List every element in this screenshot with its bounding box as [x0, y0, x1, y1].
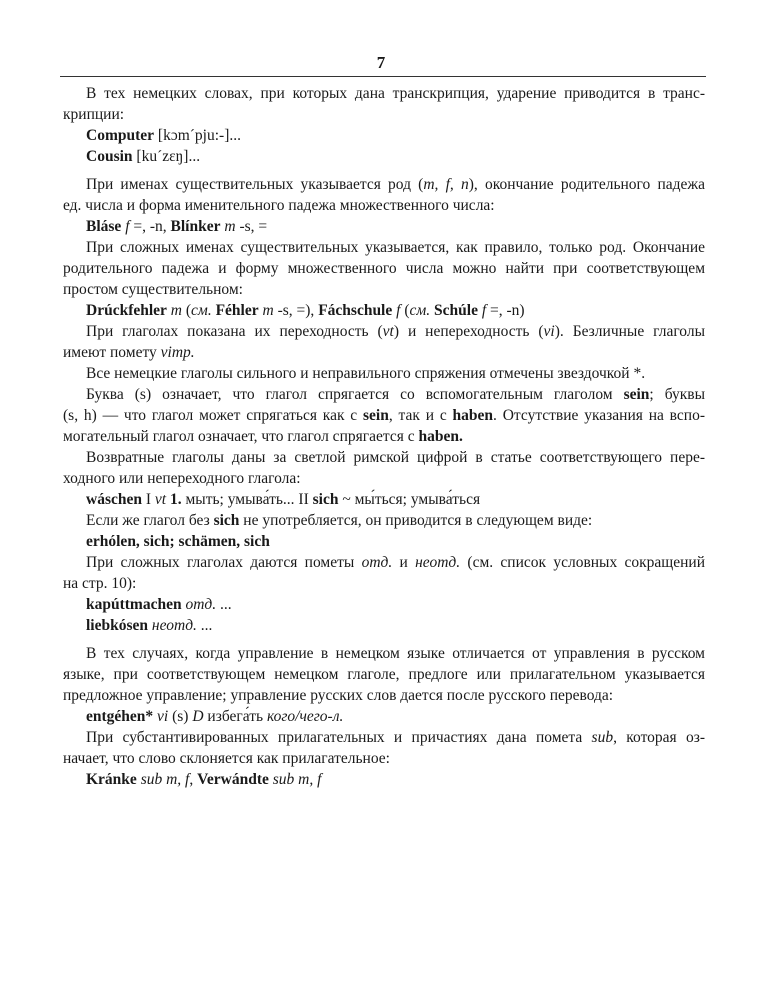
example-entry: [63, 300, 705, 321]
paragraph: [63, 552, 705, 594]
text-line: [63, 195, 705, 216]
page-body: [63, 83, 705, 790]
headword: sich: [213, 512, 240, 529]
text-segment: (s, h) — что глагол может спрягаться как с: [63, 407, 364, 424]
text-segment: При глаголах показана их переходность (: [86, 323, 383, 340]
text-segment: не употребляется, он приводится в следующем виде:: [239, 512, 593, 529]
text-segment: ~ мы́ться; умыва́ться: [338, 491, 481, 508]
example-entry: [63, 216, 705, 237]
label-italic: f: [125, 218, 130, 235]
label-italic: m: [224, 218, 236, 235]
headword: Féhler: [215, 302, 259, 319]
text-segment: (см. список условных сокращений: [460, 554, 705, 571]
text-segment: -s, =: [235, 218, 268, 235]
headword: entgéhen*: [86, 708, 154, 725]
text-line: [63, 594, 705, 615]
label-italic: m: [262, 302, 274, 319]
text-segment: имеют помету: [63, 344, 161, 361]
text-segment: Возвратные глаголы даны за светлой римской цифрой в статье соответствующего пере-: [86, 449, 705, 466]
text-line: [63, 258, 705, 279]
text-segment: (s): [168, 708, 193, 725]
label-italic: vi: [157, 708, 169, 725]
text-line: [63, 342, 705, 363]
text-line: [63, 237, 705, 258]
text-line: [63, 748, 705, 769]
headword: Blínker: [170, 218, 221, 235]
paragraph: [63, 643, 705, 706]
text-line: [63, 769, 705, 790]
text-segment: ходного или непереходного глагола:: [63, 470, 301, 487]
text-line: [63, 321, 705, 342]
example-entry: [63, 531, 705, 552]
text-segment: Все немецкие глаголы сильного и неправильного спряжения отмечены звездочкой *.: [86, 365, 646, 382]
text-segment: Буква (s) означает, что глагол спрягается со вспомогательным глаголом: [86, 386, 624, 403]
text-segment: =, -n): [486, 302, 525, 319]
label-italic: vt: [382, 323, 394, 340]
text-segment: ), окончание родительного падежа: [468, 176, 705, 193]
label-italic: sub m, f: [140, 771, 190, 788]
text-line: [63, 447, 705, 468]
text-segment: ,: [189, 771, 198, 788]
text-segment: начает, что слово склоняется как прилагательное:: [63, 750, 390, 767]
example-entry: [63, 706, 705, 727]
text-line: [63, 300, 705, 321]
text-segment: ; буквы: [649, 386, 706, 403]
text-segment: [kɔm´pju:-]...: [154, 127, 241, 144]
headword: sein: [363, 407, 389, 424]
text-segment: При субстантивированных прилагательных и причастиях дана помета: [86, 729, 592, 746]
text-line: [63, 615, 705, 636]
headword: Drúckfehler: [86, 302, 167, 319]
headword: wáschen: [86, 491, 142, 508]
headword: Cousin: [86, 148, 133, 165]
text-line: [63, 468, 705, 489]
text-line: [63, 426, 705, 447]
text-segment: I: [141, 491, 155, 508]
text-line: [63, 664, 705, 685]
label-italic: см.: [191, 302, 212, 319]
paragraph: [63, 83, 705, 125]
label-italic: отд.: [361, 554, 393, 571]
text-line: [63, 489, 705, 510]
label-italic: неотд.: [151, 617, 197, 634]
text-segment: и: [392, 554, 416, 571]
text-line: [63, 510, 705, 531]
label-italic: f: [481, 302, 487, 319]
headword: haben: [452, 407, 494, 424]
label-italic: кого/чего-л.: [266, 708, 344, 725]
label-italic: неотд.: [415, 554, 461, 571]
headword: Schúle: [434, 302, 478, 319]
label-italic: vt: [154, 491, 167, 508]
text-segment: ). Безличные глаголы: [554, 323, 705, 340]
label-italic: sub m, f: [272, 771, 322, 788]
headword: haben.: [418, 428, 463, 445]
paragraph: [63, 447, 705, 489]
text-segment: мыть; умыва́ть... II: [181, 491, 313, 508]
label-italic: отд.: [185, 596, 217, 613]
paragraph: [63, 727, 705, 769]
text-line: [63, 174, 705, 195]
paragraph: [63, 363, 705, 384]
text-line: [63, 573, 705, 594]
text-segment: (: [400, 302, 410, 319]
text-segment: При именах существительных указывается род (: [86, 176, 424, 193]
headword: Bláse: [86, 218, 122, 235]
text-line: [63, 643, 705, 664]
example-entry: [63, 125, 705, 167]
text-line: [63, 706, 705, 727]
text-segment: (: [182, 302, 192, 319]
text-line: [63, 531, 705, 552]
text-segment: крипции:: [63, 106, 125, 123]
label-italic: m: [170, 302, 182, 319]
text-line: [63, 552, 705, 573]
label-italic: m, f, n: [423, 176, 469, 193]
text-line: [63, 363, 705, 384]
headword: sich: [312, 491, 339, 508]
text-segment: , которая оз-: [613, 729, 705, 746]
headword: kapúttmachen: [86, 596, 182, 613]
page-number: 7: [376, 53, 386, 72]
text-segment: . Отсутствие указания на вспо-: [493, 407, 705, 424]
text-segment: ...: [216, 596, 232, 613]
text-segment: =, -n,: [129, 218, 171, 235]
headword: Fáchschule: [318, 302, 393, 319]
label-italic: f: [396, 302, 401, 319]
text-segment: -s, =),: [273, 302, 319, 319]
headword: Kránke: [86, 771, 137, 788]
text-segment: могательный глагол означает, что глагол спрягается с: [63, 428, 419, 445]
text-segment: В тех немецких словах, при которых дана транскрипция, ударение приводится в транс-: [86, 85, 705, 102]
text-segment: ...: [196, 617, 213, 634]
header-rule: [60, 76, 706, 77]
text-segment: При сложных именах существительных указывается, как правило, только род. Окончание: [86, 239, 705, 256]
label-italic: D: [192, 708, 204, 725]
paragraph: [63, 321, 705, 363]
label-italic: vimp.: [160, 344, 195, 361]
text-segment: языке, при соответствующем немецком глаголе, предлоге или прилагательном указывается: [63, 666, 705, 683]
text-segment: ) и непереходность (: [393, 323, 544, 340]
text-line: [63, 384, 705, 405]
text-line: [63, 104, 705, 125]
example-entry: [63, 594, 705, 636]
text-segment: Если же глагол без: [86, 512, 214, 529]
label-italic: см.: [409, 302, 431, 319]
text-segment: простом существительном:: [63, 281, 243, 298]
text-line: [63, 685, 705, 706]
text-segment: ед. числа и форма именительного падежа множественного числа:: [63, 197, 495, 214]
text-line: [63, 146, 705, 167]
headword: Computer: [86, 127, 155, 144]
paragraph: [63, 510, 705, 531]
text-segment: При сложных глаголах даются пометы: [86, 554, 362, 571]
text-segment: [ku´zɛŋ]...: [132, 148, 201, 165]
headword: liebkósen: [86, 617, 149, 634]
text-line: [63, 279, 705, 300]
text-segment: на стр. 10):: [63, 575, 137, 592]
text-segment: , так и с: [388, 407, 453, 424]
headword: sein: [623, 386, 650, 403]
text-line: [63, 83, 705, 104]
headword: erhólen, sich; schämen, sich: [86, 533, 270, 550]
text-segment: родительного падежа и форму множественного числа можно найти при соответствующем: [63, 260, 705, 277]
paragraph: [63, 237, 705, 300]
paragraph: [63, 174, 705, 216]
text-line: [63, 727, 705, 748]
label-italic: vi: [543, 323, 555, 340]
label-italic: sub: [591, 729, 614, 746]
text-segment: предложное управление; управление русских слов дается после русского перевода:: [63, 687, 614, 704]
text-segment: избега́ть: [203, 708, 267, 725]
headword: 1.: [169, 491, 182, 508]
headword: Verwándte: [197, 771, 269, 788]
text-line: [63, 125, 705, 146]
example-entry: [63, 489, 705, 510]
text-segment: В тех случаях, когда управление в немецком языке отличается от управления в русском: [86, 645, 705, 662]
text-line: [63, 405, 705, 426]
paragraph: [63, 384, 705, 447]
text-line: [63, 216, 705, 237]
example-entry: [63, 769, 705, 790]
